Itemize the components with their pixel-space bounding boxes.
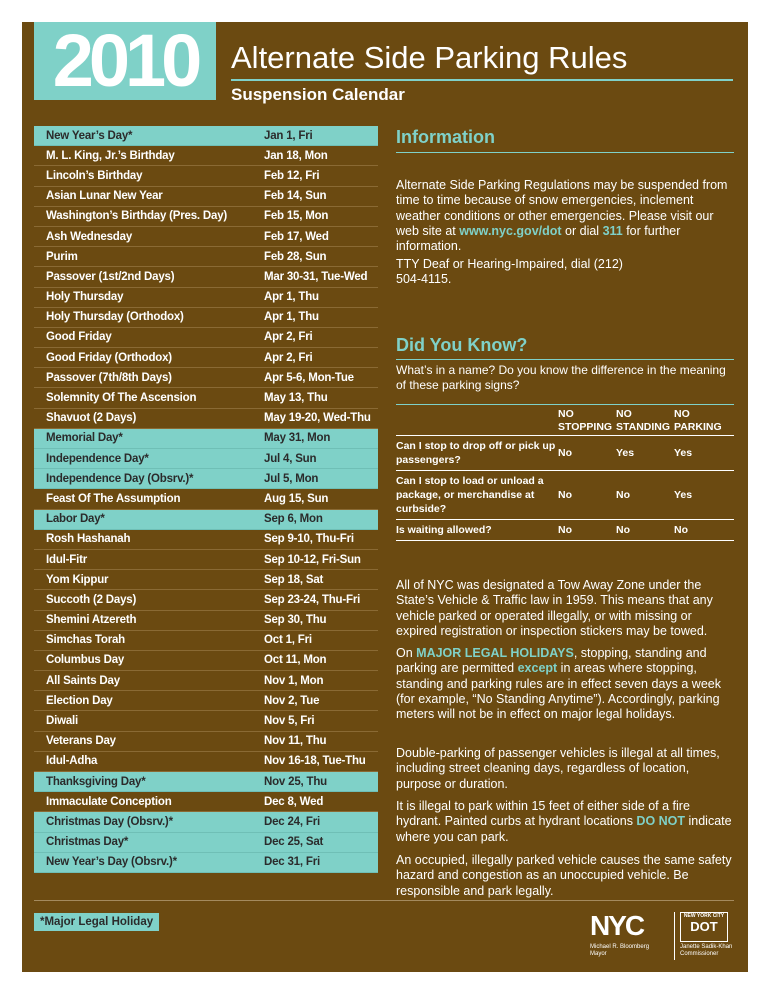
holiday-date: Oct 11, Mon: [264, 654, 327, 667]
did-you-know-heading: Did You Know?: [396, 335, 528, 355]
holiday-date: Apr 1, Thu: [264, 291, 319, 304]
holiday-name: Washington’s Birthday (Pres. Day): [46, 210, 228, 223]
holiday-date: Nov 25, Thu: [264, 775, 327, 788]
commissioner-name: Janette Sadik-Khan: [680, 944, 733, 950]
major-text-part: in areas where stopping, standing and parking rules are in effect seven days a week (for example, “No Standing Anytime”). Accordingly, parking meters will not be in effect on major legal holidays.: [396, 661, 721, 722]
holiday-date: Sep 30, Thu: [264, 614, 327, 627]
holiday-date: Apr 1, Thu: [264, 311, 319, 324]
occupied-vehicle-text: An occupied, illegally parked vehicle causes the same safety hazard and congestion as an unoccupied vehicle. Be responsible and park legally.: [396, 853, 732, 898]
signs-answer: Yes: [674, 447, 693, 459]
holiday-name: Simchas Torah: [46, 634, 125, 647]
holiday-name: New Year’s Day*: [46, 129, 133, 142]
holiday-date: Aug 15, Sun: [264, 492, 329, 505]
nyc-logo: NYC: [590, 910, 644, 941]
major-legal-holiday-legend: *Major Legal Holiday: [34, 913, 159, 931]
phone-311: 311: [602, 223, 623, 238]
signs-answer: No: [558, 524, 572, 536]
holiday-row: [34, 126, 378, 146]
holiday-row: [34, 146, 378, 166]
holiday-date: Mar 30-31, Tue-Wed: [264, 270, 368, 283]
holiday-row: [34, 247, 378, 267]
do-not-highlight: DO NOT: [636, 814, 686, 829]
holiday-date: Nov 5, Fri: [264, 715, 315, 728]
holiday-row: [34, 187, 378, 207]
holiday-row: [34, 207, 378, 227]
holiday-name: New Year’s Day (Obsrv.)*: [46, 856, 177, 869]
holiday-date: Nov 11, Thu: [264, 735, 327, 748]
holiday-name: Succoth (2 Days): [46, 593, 137, 606]
major-holidays-highlight: MAJOR LEGAL HOLIDAYS: [416, 646, 574, 660]
holiday-row: [34, 631, 378, 651]
logo-divider: [674, 912, 675, 960]
information-divider: [396, 152, 734, 153]
parking-signs-table: [396, 404, 734, 541]
holiday-date: Jan 1, Fri: [264, 129, 313, 142]
holiday-date: Feb 14, Sun: [264, 190, 327, 203]
holiday-date: Dec 24, Fri: [264, 815, 320, 828]
footer-logos: [590, 912, 740, 962]
did-you-know-intro: What’s in a name? Do you know the difference in the meaning of these parking signs?: [396, 363, 726, 393]
holiday-row: [34, 308, 378, 328]
col-no-stopping: NO STOPPING: [558, 408, 613, 433]
holiday-name: Independence Day*: [46, 452, 149, 465]
holiday-row: [34, 671, 378, 691]
holiday-name: Memorial Day*: [46, 432, 123, 445]
holiday-name: Shemini Atzereth: [46, 614, 137, 627]
holiday-row: [34, 590, 378, 610]
holiday-name: Immaculate Conception: [46, 795, 172, 808]
signs-answer: No: [558, 447, 572, 459]
holiday-row: [34, 812, 378, 832]
holiday-row: [34, 348, 378, 368]
information-text-part: Alternate Side Parking Regulations may be suspended from time to time because of snow emergencies, inclement weather conditions or other emergencies. Please visit our web site at: [396, 178, 728, 238]
holiday-date: Feb 17, Wed: [264, 230, 329, 243]
holiday-name: All Saints Day: [46, 674, 120, 687]
holiday-date: Apr 2, Fri: [264, 351, 313, 364]
holiday-name: Columbus Day: [46, 654, 125, 667]
holiday-date: Feb 15, Mon: [264, 210, 329, 223]
holiday-name: Asian Lunar New Year: [46, 190, 163, 203]
title-divider: [231, 79, 733, 81]
holiday-name: Election Day: [46, 694, 113, 707]
holiday-date: Apr 5-6, Mon-Tue: [264, 371, 354, 384]
holiday-name: M. L. King, Jr.’s Birthday: [46, 149, 175, 162]
double-parking-text: Double-parking of passenger vehicles is illegal at all times, including street cleaning days, regardless of location, purpose or duration.: [396, 746, 720, 791]
holiday-row: [34, 651, 378, 671]
information-text-part: or dial: [561, 223, 603, 238]
holiday-row: [34, 711, 378, 731]
holiday-date: Apr 2, Fri: [264, 331, 313, 344]
holiday-name: Solemnity Of The Ascension: [46, 392, 197, 405]
holiday-date: Nov 1, Mon: [264, 674, 324, 687]
dot-logo-text: DOT: [690, 919, 718, 934]
information-text: [396, 178, 734, 254]
holiday-row: [34, 409, 378, 429]
holiday-row: [34, 328, 378, 348]
holiday-date: Sep 18, Sat: [264, 573, 324, 586]
signs-answer: Yes: [674, 489, 693, 501]
signs-row: [396, 436, 734, 471]
holiday-date: Feb 28, Sun: [264, 250, 327, 263]
holiday-date: Sep 23-24, Thu-Fri: [264, 593, 361, 606]
mayor-name: Michael R. Bloomberg: [590, 944, 650, 950]
holiday-row: [34, 368, 378, 388]
holiday-table: [34, 126, 378, 873]
holiday-name: Veterans Day: [46, 735, 116, 748]
holiday-name: Good Friday: [46, 331, 112, 344]
holiday-row: [34, 833, 378, 853]
holiday-row: [34, 732, 378, 752]
holiday-name: Christmas Day*: [46, 836, 129, 849]
dot-logo: [680, 912, 728, 942]
signs-answer: No: [616, 489, 630, 501]
except-highlight: except: [517, 661, 558, 676]
signs-body: [396, 436, 734, 541]
holiday-date: Sep 6, Mon: [264, 513, 323, 526]
holiday-date: Dec 8, Wed: [264, 795, 324, 808]
holiday-name: Idul-Adha: [46, 755, 98, 768]
year-badge: 2010: [34, 22, 216, 100]
holiday-name: Purim: [46, 250, 78, 263]
holiday-date: Oct 1, Fri: [264, 634, 312, 647]
holiday-row: [34, 530, 378, 550]
holiday-row: [34, 227, 378, 247]
dot-logo-top: NEW YORK CITY: [683, 913, 725, 919]
holiday-row: [34, 550, 378, 570]
did-you-know-divider: [396, 359, 734, 360]
signs-row: [396, 471, 734, 520]
holiday-name: Idul-Fitr: [46, 553, 87, 566]
holiday-date: Sep 9-10, Thu-Fri: [264, 533, 354, 546]
hydrant-text-part: It is illegal to park within 15 feet of either side of a fire hydrant. Painted curbs at hydrant locations: [396, 799, 690, 829]
holiday-row: [34, 510, 378, 530]
holiday-name: Passover (1st/2nd Days): [46, 270, 175, 283]
signs-answer: No: [558, 489, 572, 501]
holiday-name: Yom Kippur: [46, 573, 109, 586]
holiday-row: [34, 570, 378, 590]
holiday-date: May 13, Thu: [264, 392, 328, 405]
holiday-row: [34, 611, 378, 631]
holiday-name: Rosh Hashanah: [46, 533, 131, 546]
information-heading: Information: [396, 127, 495, 147]
holiday-name: Christmas Day (Obsrv.)*: [46, 815, 173, 828]
footer-divider: [34, 900, 734, 901]
holiday-date: Nov 2, Tue: [264, 694, 320, 707]
signs-answer: No: [674, 524, 688, 536]
holiday-name: Good Friday (Orthodox): [46, 351, 172, 364]
holiday-date: May 31, Mon: [264, 432, 331, 445]
holiday-name: Lincoln’s Birthday: [46, 169, 143, 182]
tty-text: TTY Deaf or Hearing-Impaired, dial (212) 504-4115.: [396, 257, 623, 287]
information-text-part: for further information.: [396, 223, 681, 254]
holiday-row: [34, 166, 378, 186]
holiday-name: Labor Day*: [46, 513, 105, 526]
signs-answer: Yes: [616, 447, 635, 459]
holiday-date: Jul 4, Sun: [264, 452, 317, 465]
holiday-row: [34, 853, 378, 873]
holiday-row: [34, 691, 378, 711]
holiday-date: Nov 16-18, Tue-Thu: [264, 755, 366, 768]
holiday-date: Jan 18, Mon: [264, 149, 328, 162]
holiday-date: Feb 12, Fri: [264, 169, 320, 182]
holiday-name: Diwali: [46, 715, 79, 728]
holiday-name: Shavuot (2 Days): [46, 412, 137, 425]
holiday-row: [34, 489, 378, 509]
major-text-part: On: [396, 646, 417, 660]
page-subtitle: Suspension Calendar: [231, 85, 405, 104]
hydrant-text: [396, 799, 734, 845]
signs-question: Can I stop to drop off or pick up passengers?: [396, 440, 556, 466]
major-text-part: , stopping, standing and parking are permitted: [396, 646, 707, 676]
holiday-date: Sep 10-12, Fri-Sun: [264, 553, 361, 566]
hydrant-text-part: indicate where you can park.: [396, 814, 732, 844]
holiday-name: Passover (7th/8th Days): [46, 371, 172, 384]
major-holidays-text: [396, 646, 734, 722]
holiday-name: Holy Thursday: [46, 291, 124, 304]
signs-header-spacer: [396, 408, 558, 435]
holiday-date: Jul 5, Mon: [264, 472, 319, 485]
holiday-date: May 19-20, Wed-Thu: [264, 412, 371, 425]
website-link[interactable]: www.nyc.gov/dot: [459, 223, 562, 238]
holiday-name: Independence Day (Obsrv.)*: [46, 472, 194, 485]
signs-question: Is waiting allowed?: [396, 524, 492, 536]
signs-row: [396, 520, 734, 541]
holiday-row: [34, 388, 378, 408]
holiday-name: Feast Of The Assumption: [46, 492, 181, 505]
col-no-parking: NO PARKING: [674, 408, 722, 433]
holiday-row: [34, 772, 378, 792]
mayor-title: Mayor: [590, 951, 607, 957]
commissioner-title: Commissioner: [680, 951, 719, 957]
signs-header-row: [396, 404, 734, 436]
signs-question: Can I stop to load or unload a package, or merchandise at curbside?: [396, 475, 544, 515]
holiday-row: [34, 469, 378, 489]
tow-away-text: All of NYC was designated a Tow Away Zone under the State’s Vehicle & Traffic law in 1959. This means that any vehicle parked or operated illegally, or with missing or expired registration or inspection stickers may be towed.: [396, 578, 713, 638]
col-no-standing: NO STANDING: [616, 408, 671, 433]
holiday-date: Dec 25, Sat: [264, 836, 324, 849]
page: [22, 22, 748, 972]
page-title: Alternate Side Parking Rules: [231, 40, 628, 75]
holiday-row: [34, 752, 378, 772]
holiday-name: Ash Wednesday: [46, 230, 133, 243]
signs-answer: No: [616, 524, 630, 536]
holiday-name: Thanksgiving Day*: [46, 775, 146, 788]
holiday-row: [34, 288, 378, 308]
holiday-row: [34, 449, 378, 469]
holiday-date: Dec 31, Fri: [264, 856, 320, 869]
holiday-row: [34, 429, 378, 449]
holiday-row: [34, 792, 378, 812]
holiday-name: Holy Thursday (Orthodox): [46, 311, 184, 324]
holiday-row: [34, 267, 378, 287]
